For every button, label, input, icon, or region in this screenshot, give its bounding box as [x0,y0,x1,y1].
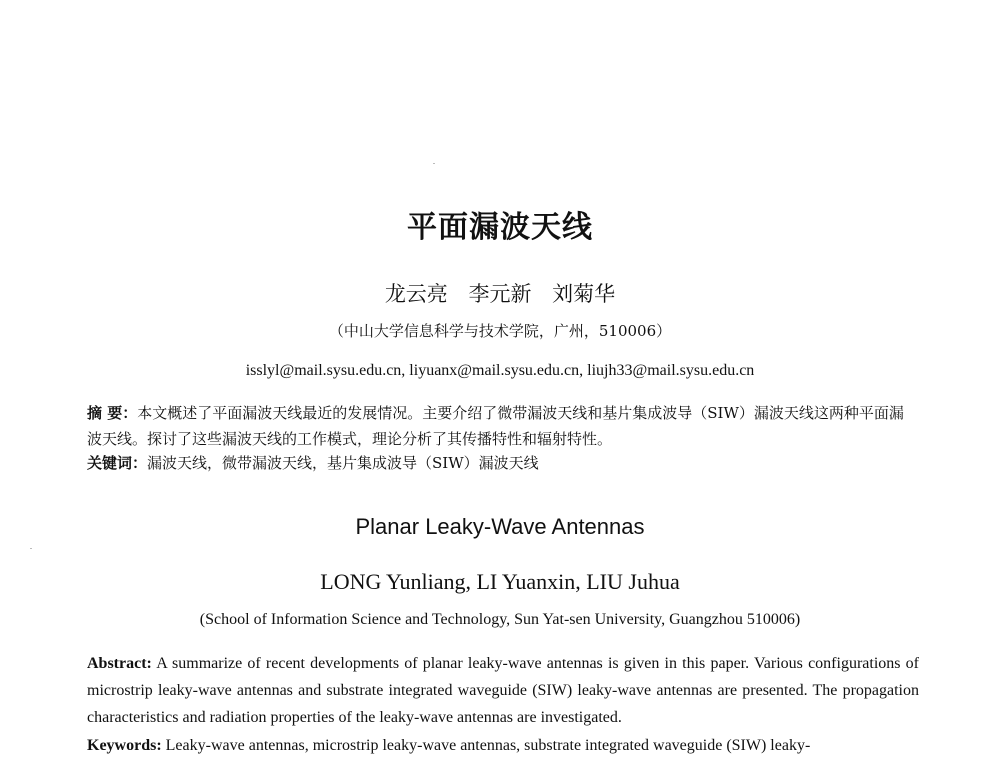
author-emails: isslyl@mail.sysu.edu.cn, liyuanx@mail.sysu.edu.cn, liujh33@mail.sysu.edu.cn [245,362,755,379]
chinese-abstract [87,400,917,452]
english-abstract-text: A summarize of recent developments of planar leaky-wave antennas is given in this paper. Various configurations of microstrip leaky-wave antennas and substrate integrated waveguide (SIW) leaky-wave antennas are presented. The propagation characteristics and radiation properties of the leaky-wave antennas are investigated. [87,655,919,726]
chinese-affiliation: （中山大学信息科学与技术学院，广州，510006） [328,322,672,340]
english-keywords [87,732,919,759]
chinese-abstract-text: 本文概述了平面漏波天线最近的发展情况。主要介绍了微带漏波天线和基片集成波导（SIW）漏波天线这两种平面漏波天线。探讨了这些漏波天线的工作模式，理论分析了其传播特性和辐射特性。 [87,404,904,448]
chinese-keywords [87,452,539,473]
english-abstract [87,650,919,731]
english-keywords-text: Leaky-wave antennas, microstrip leaky-wave antennas, substrate integrated waveguide (SIW) leaky- [165,737,811,754]
chinese-authors: 龙云亮 李元新 刘菊华 [384,282,616,306]
english-keywords-label: Keywords: [87,737,162,754]
chinese-keywords-text: 漏波天线，微带漏波天线，基片集成波导（SIW）漏波天线 [147,454,539,472]
scan-speck [433,163,435,164]
english-affiliation: (School of Information Science and Technology, Sun Yat-sen University, Guangzhou 510006) [199,611,801,628]
scan-speck [30,548,32,549]
chinese-title: 平面漏波天线 [407,210,593,245]
english-authors: LONG Yunliang, LI Yuanxin, LIU Juhua [320,569,680,594]
chinese-abstract-label: 摘 要： [87,404,138,422]
english-abstract-label: Abstract: [87,655,152,672]
english-title: Planar Leaky-Wave Antennas [355,514,645,539]
chinese-keywords-label: 关键词： [87,454,148,472]
